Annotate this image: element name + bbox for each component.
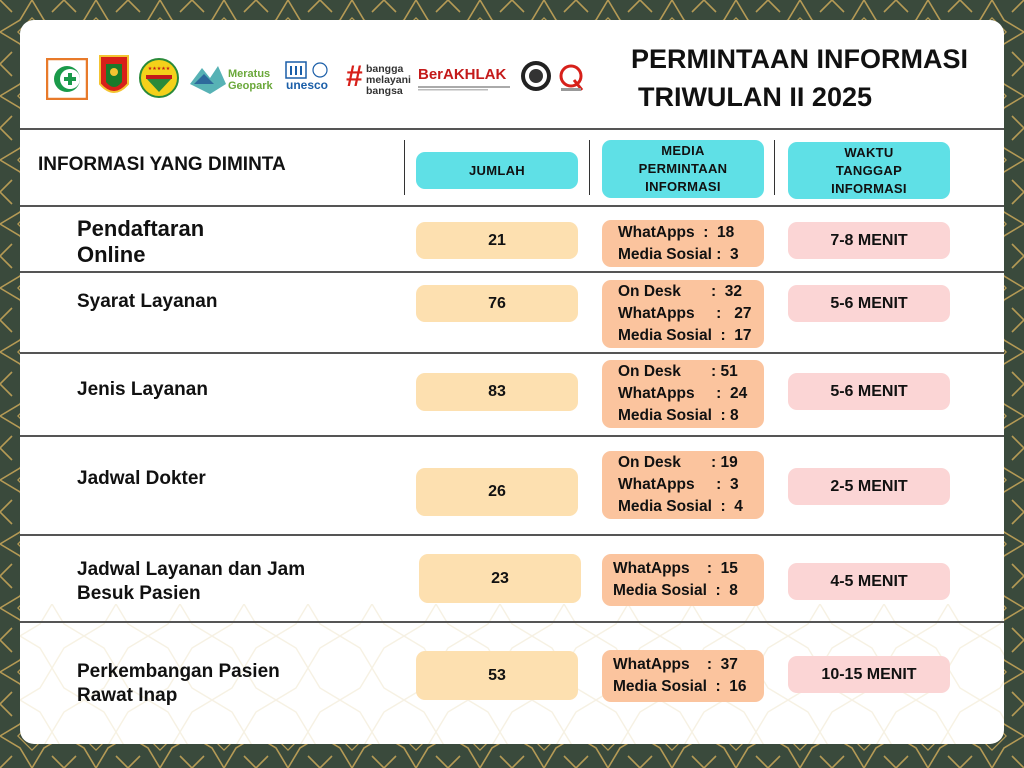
waktu-value: 2-5 MENIT — [788, 468, 950, 505]
berakhlak-logo: BerAKHLAK — [418, 66, 507, 83]
svg-text:★★★★★: ★★★★★ — [147, 66, 171, 72]
waktu-value: 4-5 MENIT — [788, 563, 950, 600]
page-title — [608, 40, 968, 116]
waktu-value: 7-8 MENIT — [788, 222, 950, 259]
jumlah-value: 21 — [416, 222, 578, 259]
table-row-info: Jadwal Dokter — [77, 468, 206, 489]
hashtag-icon: # — [346, 60, 363, 93]
column-header-waktu: WAKTU TANGGAP INFORMASI — [788, 142, 950, 199]
column-separator — [774, 140, 775, 195]
media-breakdown: WhatApps : 37 Media Sosial : 16 — [602, 650, 764, 702]
jumlah-value: 53 — [416, 651, 578, 700]
bangga-melayani-text: bangga melayani bangsa — [366, 63, 411, 97]
divider — [20, 534, 1004, 536]
seal-logo — [520, 60, 552, 92]
table-row-info: Perkembangan Pasien Rawat Inap — [77, 661, 280, 706]
title-line-2: TRIWULAN II 2025 — [637, 82, 872, 112]
table-row-info: Syarat Layanan — [77, 291, 218, 312]
quality-logo — [556, 62, 586, 94]
berakhlak-tagline — [418, 84, 516, 92]
info-card — [20, 20, 1004, 744]
unesco-temple-icon — [284, 60, 330, 80]
table-row-info: Jadwal Layanan dan Jam Besuk Pasien — [77, 559, 306, 604]
media-breakdown: On Desk : 19 WhatApps : 3 Media Sosial : 4 — [602, 451, 764, 519]
title-line-1: PERMINTAAN INFORMASI — [631, 44, 968, 74]
unesco-text: unesco — [286, 78, 329, 92]
column-separator — [589, 140, 590, 195]
column-header-jumlah: JUMLAH — [416, 152, 578, 189]
table-row-info: Jenis Layanan — [77, 379, 208, 400]
divider — [20, 621, 1004, 623]
column-separator — [404, 140, 405, 195]
media-breakdown: WhatApps : 15 Media Sosial : 8 — [602, 554, 764, 606]
meratus-geopark-text: Meratus Geopark — [228, 68, 273, 92]
divider — [20, 128, 1004, 130]
logo-row — [46, 56, 616, 104]
divider — [20, 352, 1004, 354]
waktu-value: 10-15 MENIT — [788, 656, 950, 693]
divider — [20, 435, 1004, 437]
media-breakdown: On Desk : 32 WhatApps : 27 Media Sosial : 17 — [602, 280, 764, 348]
accreditation-logo — [138, 56, 180, 100]
column-header-media: MEDIA PERMINTAAN INFORMASI — [602, 140, 764, 198]
jumlah-value: 26 — [416, 468, 578, 516]
waktu-value: 5-6 MENIT — [788, 285, 950, 322]
regency-emblem-logo — [96, 54, 132, 102]
column-header-info: INFORMASI YANG DIMINTA — [38, 154, 286, 175]
jumlah-value: 76 — [416, 285, 578, 322]
divider — [20, 205, 1004, 207]
media-breakdown: On Desk : 51 WhatApps : 24 Media Sosial : 8 — [602, 360, 764, 428]
jumlah-value: 83 — [416, 373, 578, 411]
divider — [20, 271, 1004, 273]
table-row-info: Pendaftaran Online — [77, 216, 205, 267]
waktu-value: 5-6 MENIT — [788, 373, 950, 410]
media-breakdown: WhatApps : 18 Media Sosial : 3 — [602, 220, 764, 267]
jumlah-value: 23 — [419, 554, 581, 603]
hospital-logo — [46, 58, 88, 100]
